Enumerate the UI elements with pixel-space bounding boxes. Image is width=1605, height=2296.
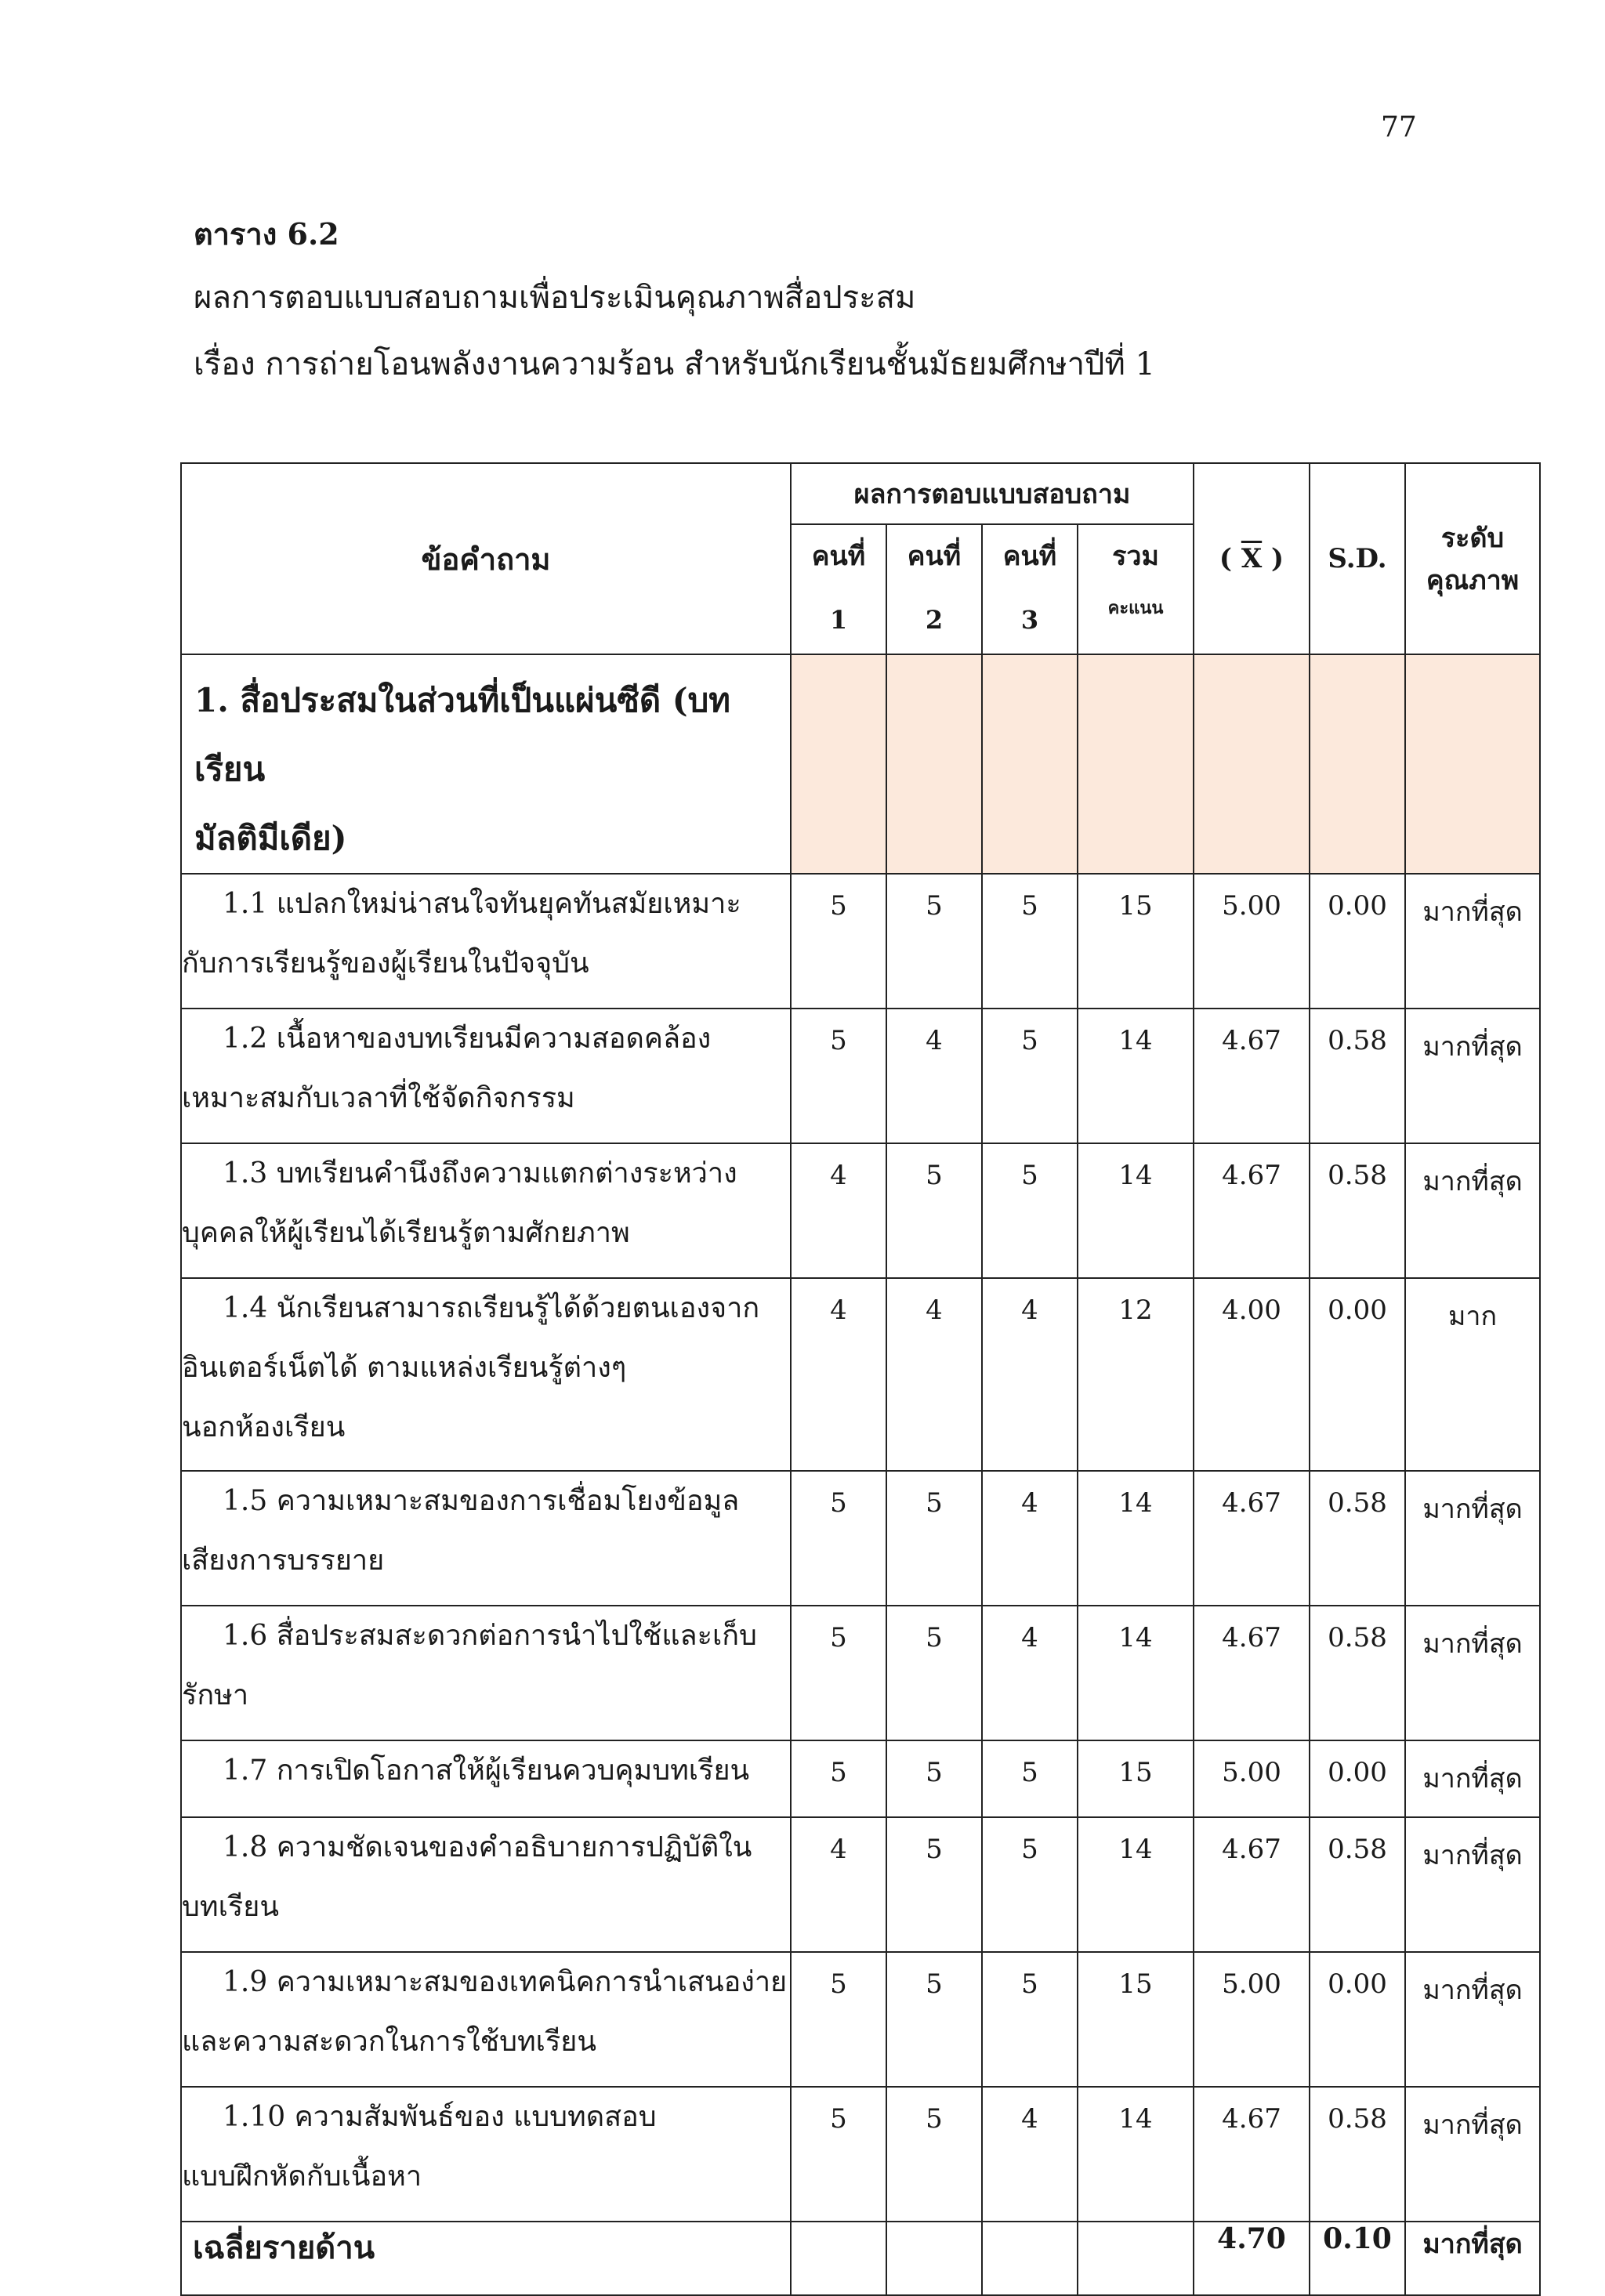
question-cell: 1.1 แปลกใหม่น่าสนใจทันยุคทันสมัยเหมาะ กับการเรียนรู้ของผู้เรียนในปัจจุบัน: [181, 874, 791, 1009]
section-row: [181, 654, 1540, 874]
value-cell: 5: [791, 1471, 886, 1606]
value-cell: 14: [1078, 1471, 1194, 1606]
question-cell: 1.10 ความสัมพันธ์ของ แบบทดสอบ แบบฝึกหัดกับเนื้อหา: [181, 2087, 791, 2222]
mean-xbar-symbol: $\overline{X}$: [1241, 543, 1263, 574]
value-cell: 4.67: [1194, 1471, 1310, 1606]
value-cell: 14: [1078, 1606, 1194, 1740]
average-level: มากที่สุด: [1405, 2222, 1540, 2295]
average-label: เฉลี่ยรายด้าน: [181, 2222, 791, 2295]
question-cell: 1.4 นักเรียนสามารถเรียนรู้ได้ด้วยตนเองจาก อินเตอร์เน็ตได้ ตามแหล่งเรียนรู้ต่างๆ นอกห้องเรียน: [181, 1278, 791, 1471]
value-cell: 5: [982, 874, 1078, 1009]
header-response-group: ผลการตอบแบบสอบถาม: [791, 463, 1194, 524]
value-cell: 12: [1078, 1278, 1194, 1471]
question-cell: 1.9 ความเหมาะสมของเทคนิคการนำเสนอง่าย และความสะดวกในการใช้บทเรียน: [181, 1952, 791, 2087]
value-cell: 4: [982, 1606, 1078, 1740]
value-cell: 14: [1078, 1009, 1194, 1143]
value-cell: 5: [791, 1740, 886, 1817]
value-cell: 5: [982, 1740, 1078, 1817]
value-cell: 4.67: [1194, 2087, 1310, 2222]
table-row: [181, 1740, 1540, 1817]
value-cell: 5: [886, 1471, 982, 1606]
value-cell: 4.67: [1194, 1817, 1310, 1952]
value-cell: 5: [982, 1817, 1078, 1952]
value-cell: 0.00: [1310, 1278, 1405, 1471]
value-cell: 15: [1078, 1952, 1194, 2087]
value-cell: 4.67: [1194, 1009, 1310, 1143]
value-cell: 4: [982, 1471, 1078, 1606]
value-cell: มากที่สุด: [1405, 1471, 1540, 1606]
average-mean: 4.70: [1194, 2222, 1310, 2295]
value-cell: มากที่สุด: [1405, 1009, 1540, 1143]
question-cell: 1.7 การเปิดโอกาสให้ผู้เรียนควบคุมบทเรียน: [181, 1740, 791, 1817]
value-cell: 5: [791, 1606, 886, 1740]
table-row: [181, 874, 1540, 1009]
table-title-line2: เรื่อง การถ่ายโอนพลังงานความร้อน สำหรับนักเรียนชั้นมัธยมศึกษาปีที่ 1: [194, 346, 1155, 382]
header-person-2-number: 2: [886, 586, 982, 654]
value-cell: 14: [1078, 2087, 1194, 2222]
average-row: [181, 2222, 1540, 2295]
value-cell: 5: [886, 1143, 982, 1278]
value-cell: 5: [791, 874, 886, 1009]
value-cell: 5: [886, 1952, 982, 2087]
value-cell: 5: [791, 1009, 886, 1143]
header-total-sub: คะแนน: [1078, 586, 1194, 654]
value-cell: มากที่สุด: [1405, 1143, 1540, 1278]
table-row: [181, 1817, 1540, 1952]
value-cell: 5: [886, 2087, 982, 2222]
question-cell: 1.6 สื่อประสมสะดวกต่อการนำไปใช้และเก็บ รักษา: [181, 1606, 791, 1740]
header-person-3-number: 3: [982, 586, 1078, 654]
value-cell: มากที่สุด: [1405, 1740, 1540, 1817]
value-cell: 14: [1078, 1143, 1194, 1278]
value-cell: 5: [886, 1740, 982, 1817]
table-row: [181, 1471, 1540, 1606]
header-person-1-number: 1: [791, 586, 886, 654]
value-cell: 0.00: [1310, 1952, 1405, 2087]
value-cell: 5: [982, 1952, 1078, 2087]
value-cell: 0.58: [1310, 1143, 1405, 1278]
value-cell: 14: [1078, 1817, 1194, 1952]
table-row: [181, 1143, 1540, 1278]
header-mean: ( $\overline{X}$ ): [1194, 463, 1310, 654]
value-cell: 5: [791, 2087, 886, 2222]
question-cell: 1.3 บทเรียนคำนึงถึงความแตกต่างระหว่าง บุคคลให้ผู้เรียนได้เรียนรู้ตามศักยภาพ: [181, 1143, 791, 1278]
table-label: ตาราง 6.2: [194, 216, 339, 252]
value-cell: 0.00: [1310, 874, 1405, 1009]
value-cell: 5: [886, 1817, 982, 1952]
value-cell: 0.58: [1310, 1471, 1405, 1606]
value-cell: 5.00: [1194, 1952, 1310, 2087]
value-cell: 0.00: [1310, 1740, 1405, 1817]
value-cell: 0.58: [1310, 2087, 1405, 2222]
section-heading: 1. สื่อประสมในส่วนที่เป็นแผ่นซีดี (บทเรียน มัลติมีเดีย): [181, 654, 791, 874]
header-sd: S.D.: [1310, 463, 1405, 654]
value-cell: 5: [886, 874, 982, 1009]
header-level: ระดับ คุณภาพ: [1405, 463, 1540, 654]
value-cell: มากที่สุด: [1405, 2087, 1540, 2222]
value-cell: 4: [791, 1278, 886, 1471]
value-cell: 4: [791, 1143, 886, 1278]
header-person-1: คนที่: [791, 524, 886, 586]
value-cell: 0.58: [1310, 1606, 1405, 1740]
value-cell: 5: [886, 1606, 982, 1740]
value-cell: 5: [982, 1143, 1078, 1278]
question-cell: 1.5 ความเหมาะสมของการเชื่อมโยงข้อมูล เสียงการบรรยาย: [181, 1471, 791, 1606]
average-sd: 0.10: [1310, 2222, 1405, 2295]
value-cell: 5.00: [1194, 874, 1310, 1009]
value-cell: มากที่สุด: [1405, 1952, 1540, 2087]
results-table: [180, 462, 1541, 2296]
value-cell: มากที่สุด: [1405, 874, 1540, 1009]
value-cell: 4.67: [1194, 1143, 1310, 1278]
header-person-3: คนที่: [982, 524, 1078, 586]
header-person-2: คนที่: [886, 524, 982, 586]
header-total: รวม: [1078, 524, 1194, 586]
value-cell: 4: [791, 1817, 886, 1952]
table-row: [181, 1009, 1540, 1143]
header-question: ข้อคำถาม: [181, 463, 791, 654]
value-cell: 4: [886, 1278, 982, 1471]
value-cell: มากที่สุด: [1405, 1606, 1540, 1740]
question-cell: 1.2 เนื้อหาของบทเรียนมีความสอดคล้อง เหมาะสมกับเวลาที่ใช้จัดกิจกรรม: [181, 1009, 791, 1143]
question-cell: 1.8 ความชัดเจนของคำอธิบายการปฏิบัติใน บทเรียน: [181, 1817, 791, 1952]
value-cell: 5: [982, 1009, 1078, 1143]
value-cell: 4.00: [1194, 1278, 1310, 1471]
value-cell: 4: [982, 2087, 1078, 2222]
table-row: [181, 1278, 1540, 1471]
value-cell: 15: [1078, 1740, 1194, 1817]
value-cell: 4: [886, 1009, 982, 1143]
value-cell: 4.67: [1194, 1606, 1310, 1740]
value-cell: 5.00: [1194, 1740, 1310, 1817]
value-cell: 4: [982, 1278, 1078, 1471]
table-row: [181, 1952, 1540, 2087]
value-cell: มาก: [1405, 1278, 1540, 1471]
table-row: [181, 2087, 1540, 2222]
value-cell: 0.58: [1310, 1817, 1405, 1952]
page-number: 77: [1381, 111, 1417, 143]
table-row: [181, 1606, 1540, 1740]
value-cell: 15: [1078, 874, 1194, 1009]
table-title-line1: ผลการตอบแบบสอบถามเพื่อประเมินคุณภาพสื่อประสม: [194, 280, 916, 316]
value-cell: 5: [791, 1952, 886, 2087]
value-cell: มากที่สุด: [1405, 1817, 1540, 1952]
value-cell: 0.58: [1310, 1009, 1405, 1143]
